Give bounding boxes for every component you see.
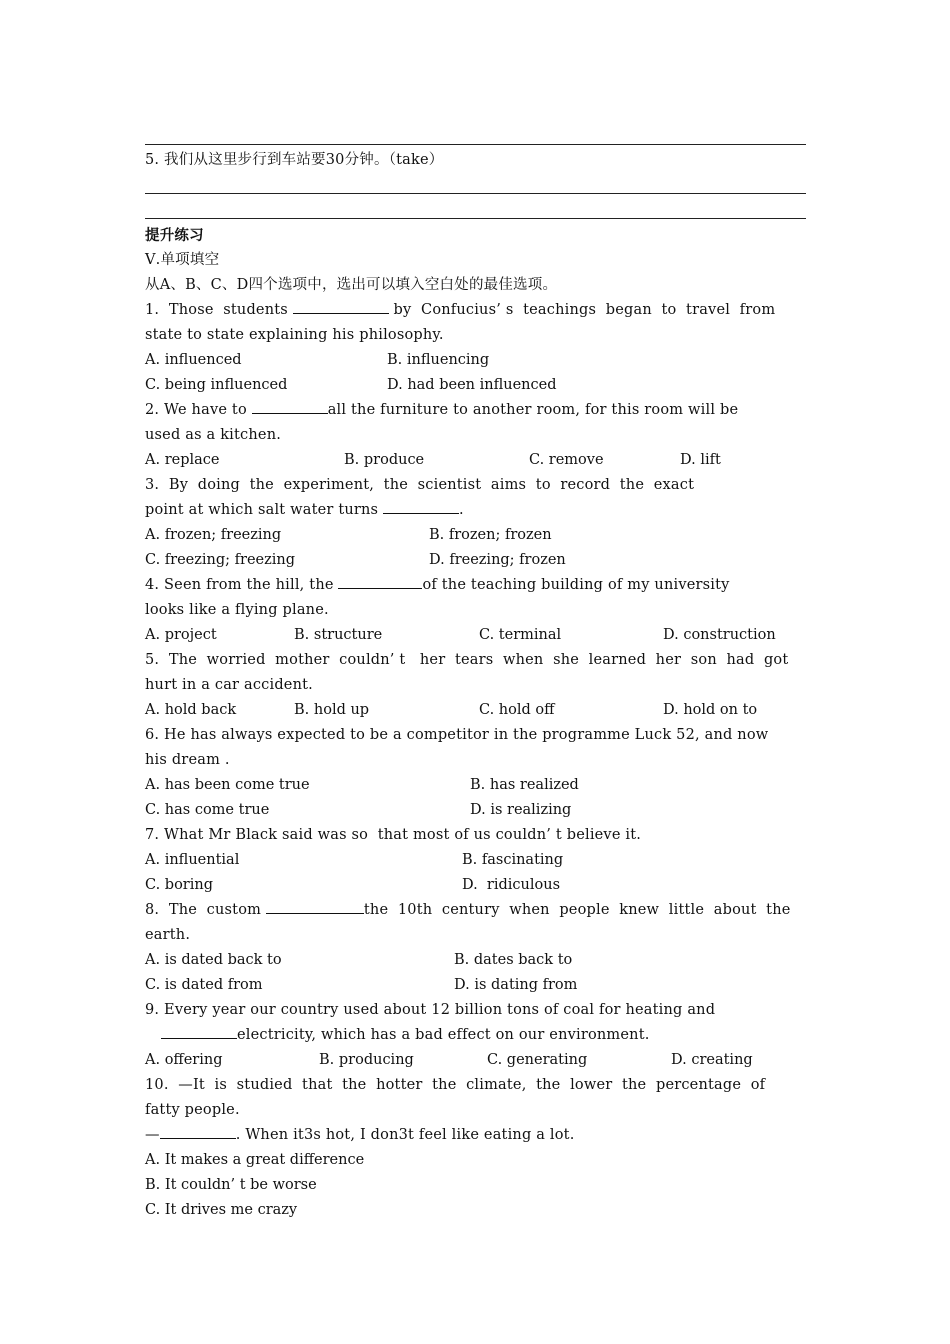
answer-blank [338,573,422,589]
answer-blank [266,898,364,914]
stem-text: — [145,1127,160,1143]
option-a: A. frozen; freezing [145,527,282,543]
question-5-stem-cont: hurt in a car accident. [145,677,313,693]
answer-blank [293,298,389,314]
stem-text: . [459,502,464,518]
question-1-stem-cont: state to state explaining his philosophy. [145,327,444,343]
question-4-stem-cont: looks like a flying plane. [145,602,329,618]
question-1-stem [145,298,775,323]
question-9-stem-cont [145,1023,650,1048]
option-b: B. has realized [470,777,579,793]
option-c: C. generating [487,1052,588,1068]
stem-text: 2. We have to [145,402,252,418]
stem-text: electricity, which has a bad effect on our environment. [237,1027,650,1043]
stem-text: by Confucius’ s teachings began to travel from [388,302,776,318]
option-a: A. influenced [145,352,242,368]
stem-text: of the teaching building of my university [422,577,730,593]
translation-item-5: 5. 我们从这里步行到车站要30分钟。（take） [145,152,444,168]
option-d: D. is realizing [470,802,572,818]
option-a: A. influential [145,852,240,868]
question-6-stem-cont: his dream . [145,752,230,768]
question-10-stem: 10. —It is studied that the hotter the climate, the lower the percentage of [145,1077,766,1093]
question-2-stem-cont: used as a kitchen. [145,427,282,443]
answer-line [145,218,806,219]
option-a: A. offering [145,1052,223,1068]
question-6-stem: 6. He has always expected to be a competitor in the programme Luck 52, and now [145,727,769,743]
option-a: A. project [145,627,217,643]
option-c: C. freezing; freezing [145,552,296,568]
section-title: 提升练习 [145,228,204,244]
option-b: B. structure [294,627,383,643]
option-b: B. It couldn’ t be worse [145,1177,317,1193]
option-d: D. ridiculous [462,877,561,893]
option-a: A. It makes a great difference [145,1152,365,1168]
stem-text: 8. The custom [145,902,266,918]
option-b: B. hold up [294,702,370,718]
option-c: C. has come true [145,802,270,818]
option-a: A. is dated back to [145,952,282,968]
option-b: B. fascinating [462,852,564,868]
question-8-stem [145,898,791,923]
option-c: C. being influenced [145,377,288,393]
answer-blank [161,1023,237,1039]
option-c: C. remove [529,452,604,468]
option-d: D. hold on to [663,702,758,718]
option-d: D. creating [671,1052,753,1068]
option-c: C. It drives me crazy [145,1202,298,1218]
stem-text: 1. Those students [145,302,293,318]
question-10-reply [145,1123,575,1148]
question-5-stem: 5. The worried mother couldn’ t her tears when she learned her son had got [145,652,789,668]
option-a: A. hold back [145,702,237,718]
option-a: A. has been come true [145,777,310,793]
question-7-stem: 7. What Mr Black said was so that most of us couldn’ t believe it. [145,827,642,843]
option-d: D. had been influenced [387,377,557,393]
question-2-stem [145,398,738,423]
option-b: B. dates back to [454,952,573,968]
question-3-stem: 3. By doing the experiment, the scientist aims to record the exact [145,477,695,493]
option-c: C. is dated from [145,977,263,993]
answer-line [145,193,806,194]
option-c: C. terminal [479,627,562,643]
option-c: C. boring [145,877,213,893]
option-b: B. frozen; frozen [429,527,552,543]
answer-blank [160,1123,236,1139]
question-10-stem-cont: fatty people. [145,1102,240,1118]
option-a: A. replace [145,452,220,468]
option-d: D. freezing; frozen [429,552,566,568]
option-b: B. influencing [387,352,490,368]
stem-text: . When it3s hot, I don3t feel like eating a lot. [235,1127,575,1143]
stem-text: all the furniture to another room, for this room will be [327,402,739,418]
option-d: D. lift [680,452,721,468]
question-4-stem [145,573,730,598]
answer-blank [252,398,328,414]
question-9-stem: 9. Every year our country used about 12 billion tons of coal for heating and [145,1002,716,1018]
stem-text: 4. Seen from the hill, the [145,577,339,593]
option-b: B. produce [344,452,425,468]
question-3-stem-cont [145,498,464,523]
answer-line [145,144,806,145]
answer-blank [383,498,459,514]
option-b: B. producing [319,1052,414,1068]
part-heading: Ⅴ.单项填空 [145,252,220,268]
stem-text: the 10th century when people knew little about the [363,902,791,918]
option-d: D. is dating from [454,977,578,993]
question-8-stem-cont: earth. [145,927,191,943]
option-d: D. construction [663,627,776,643]
stem-text: point at which salt water turns [145,502,384,518]
instruction: 从A、B、C、D四个选项中，选出可以填入空白处的最佳选项。 [145,277,558,293]
option-c: C. hold off [479,702,555,718]
